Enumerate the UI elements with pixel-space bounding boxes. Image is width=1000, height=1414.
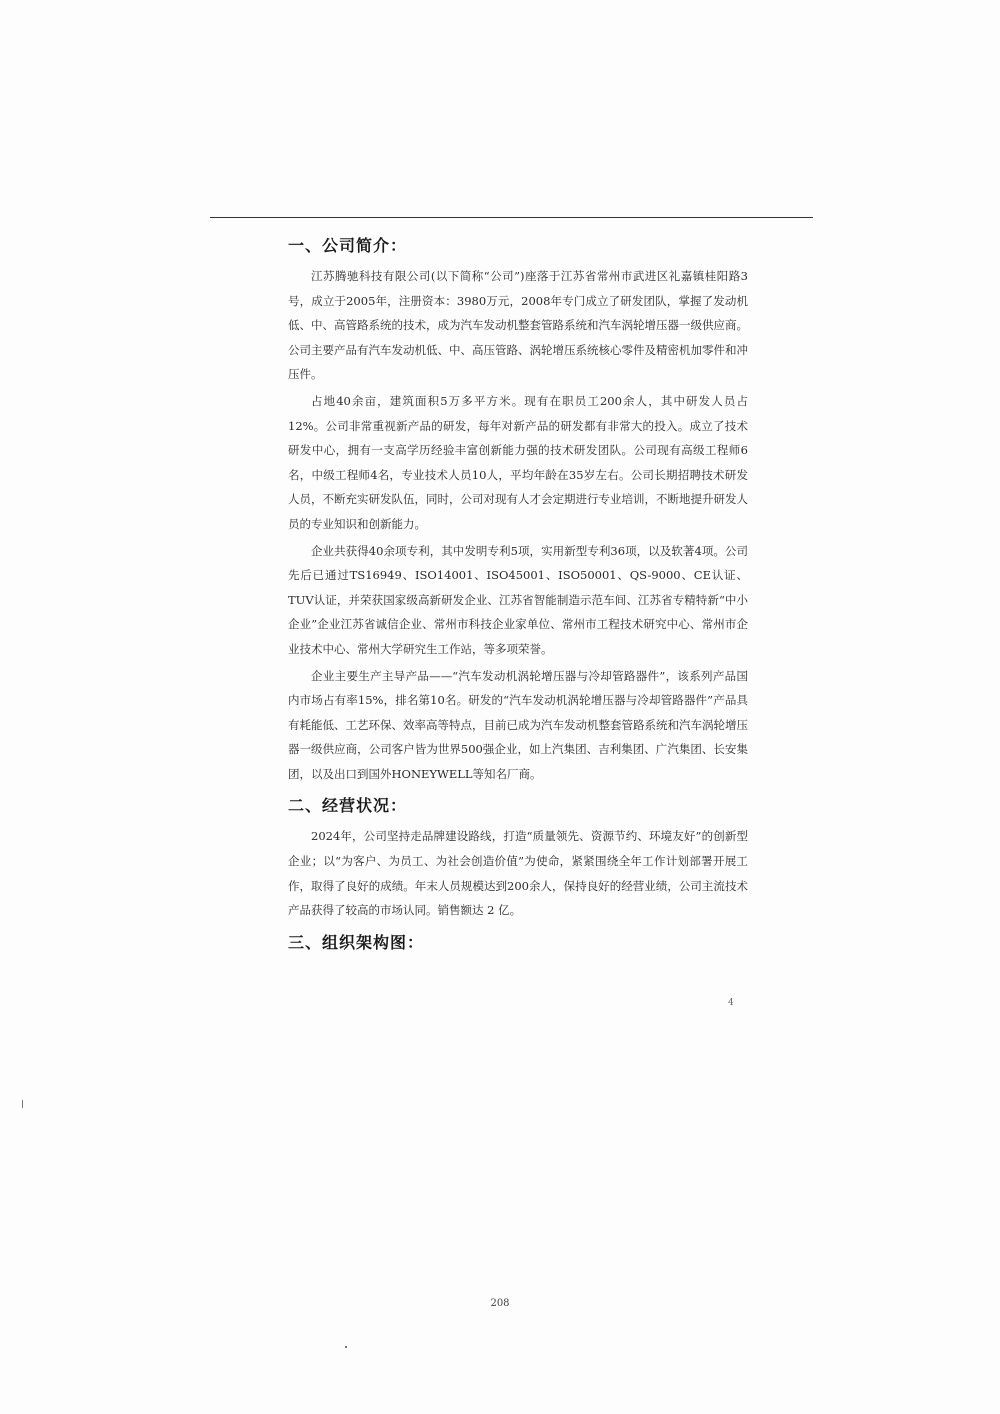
section-heading-company-profile: 一、公司简介： [288, 236, 408, 255]
paragraph: 江苏腾驰科技有限公司(以下简称“公司”)座落于江苏省常州市武进区礼嘉镇桂阳路3号，成立于2005年，注册资本：3980万元，2008年专门成立了研发团队，掌握了发动机低、中、高管路系统的技术，成为汽车发动机整套管路系统和汽车涡轮增压器一级供应商。公司主要产品有汽车发动机低、中、高压管路、涡轮增压系统核心零件及精密机加零件和冲压件。 [288, 269, 748, 382]
header-rule [210, 217, 813, 218]
section-heading-operations: 二、经营状况： [288, 796, 408, 816]
paragraph: 占地40余亩，建筑面积5万多平方米。现有在职员工200余人，其中研发人员占12%。公司非常重视新产品的研发，每年对新产品的研发都有非常大的投入。成立了技术研发中心，拥有一支高学历经验丰富创新能力强的技术研发团队。公司现有高级工程师6名，中级工程师4名，专业技术人员10人，平均年龄在35岁左右。公司长期招聘技术研发人员，不断充实研发队伍，同时，公司对现有人才会定期进行专业培训，不断地提升研发人员的专业知识和创新能力。 [288, 393, 748, 531]
document-body [288, 228, 748, 961]
paragraph: 2024年，公司坚持走品牌建设路线，打造“质量领先、资源节约、环境友好”的创新型企业；以“为客户、为员工、为社会创造价值”为使命，紧紧围绕全年工作计划部署开展工作，取得了良好的成绩。年末人员规模达到200余人，保持良好的经营业绩，公司主流技术产品获得了较高的市场认同。销售额达 2 亿。 [288, 829, 748, 918]
section-heading-org-chart: 三、组织架构图： [288, 932, 425, 952]
paragraph: 企业主要生产主导产品——“汽车发动机涡轮增压器与冷却管路器件”，该系列产品国内市场占有率15%，排名第10名。研发的“汽车发动机涡轮增压器与冷却管路器件”产品具有耗能低、工艺环保、效率高等特点，目前已成为汽车发动机整套管路系统和汽车涡轮增压器一级供应商，公司客户皆为世界500强企业，如上汽集团、吉利集团、广汽集团、长安集团，以及出口到国外HONEYWELL等知名厂商。 [288, 668, 748, 781]
scan-speck [22, 1100, 23, 1108]
page-number: 208 [490, 1298, 510, 1309]
small-page-marker: 4 [728, 998, 734, 1008]
scan-speck [345, 1346, 347, 1348]
paragraph: 企业共获得40余项专利，其中发明专利5项，实用新型专利36项，以及软著4项。公司先后已通过TS16949、ISO14001、ISO45001、ISO50001、QS-9000、CE认证、TUV认证，并荣获国家级高新研发企业、江苏省智能制造示范车间、江苏省专精特新“中小企业”企业江苏省诚信企业、常州市科技企业家单位、常州市工程技术研究中心、常州市企业技术中心、常州大学研究生工作站，等多项荣誉。 [288, 543, 748, 656]
